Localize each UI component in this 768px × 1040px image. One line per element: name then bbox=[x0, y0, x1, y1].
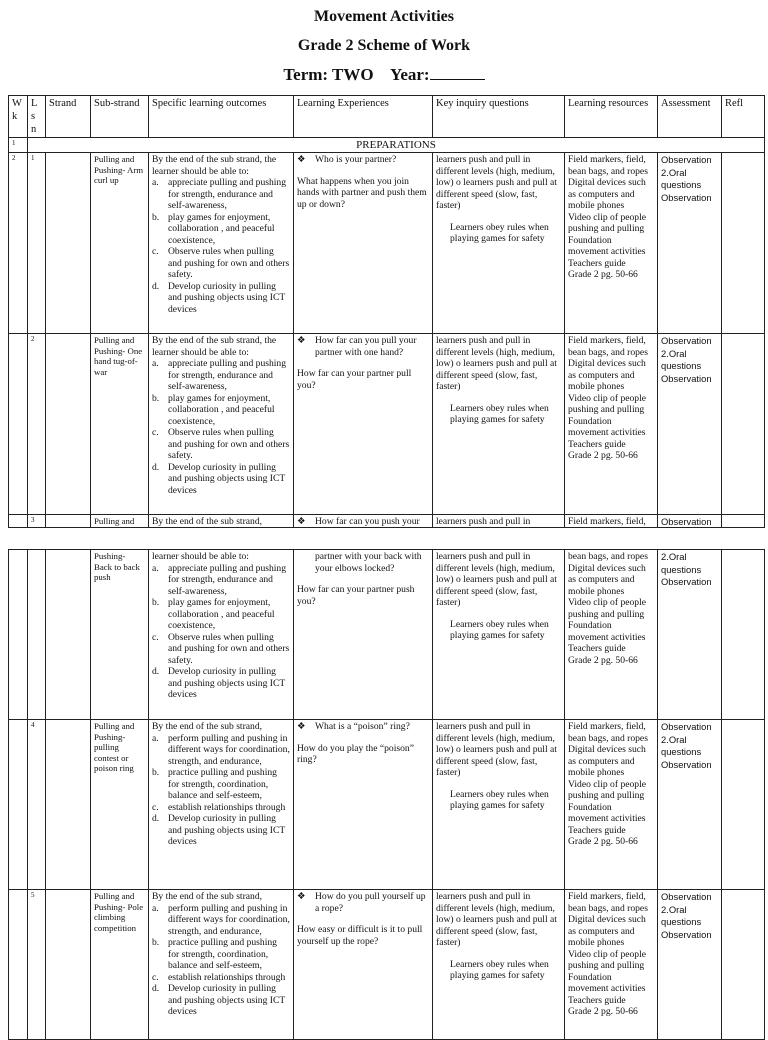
list-item: b. play games for enjoyment, collaboration , and peaceful coexistence, bbox=[152, 392, 275, 427]
week-cell bbox=[9, 720, 28, 890]
inquiry-questions-cell bbox=[294, 334, 433, 515]
assessment-cell: Observation bbox=[658, 515, 722, 528]
list-item: c. establish relationships through bbox=[152, 801, 286, 813]
preparations-row bbox=[9, 138, 765, 153]
list-item: d. Develop curiosity in pulling and pushing objects using ICT devices bbox=[152, 813, 286, 847]
experience-1: learners push and pull in different levels (high, medium, low) o learners push and pull at different speed (slow, fast, faster) bbox=[436, 551, 557, 608]
inquiry-questions-cell bbox=[294, 153, 433, 334]
diamond-bullet-icon: ❖ bbox=[297, 721, 306, 732]
inquiry-questions-cell bbox=[294, 890, 433, 1040]
list-item: a. perform pulling and pushing in different ways for coordination, strength, and endurance, bbox=[152, 902, 290, 937]
lesson-cell bbox=[28, 550, 46, 720]
table-row bbox=[9, 720, 765, 890]
resources-cell: Field markers, field, bean bags, and ropes Digital devices such as computers and mobile phones Video clip of people pushing and pulling Foundation movement activities Teachers guide Grade 2 pg. 50-66 bbox=[565, 153, 658, 334]
question-2: How easy or difficult is it to pull yourself up the rope? bbox=[297, 924, 423, 947]
document-subtitle: Grade 2 Scheme of Work bbox=[297, 37, 471, 54]
assessment-cell: 2.Oral questions Observation bbox=[658, 550, 722, 720]
list-item: b. play games for enjoyment, collaboration , and peaceful coexistence, bbox=[152, 597, 275, 631]
question-2: How do you play the “poison” ring? bbox=[297, 742, 414, 765]
substrand-cell: Pulling and Pushing- Pole climbing competition bbox=[91, 890, 149, 1040]
experience-2: Learners obey rules when playing games for safety bbox=[450, 788, 549, 811]
col-header-resources: Learning resources bbox=[565, 96, 658, 138]
question-1: What is a “poison” ring? bbox=[315, 721, 410, 732]
question-1: How do you pull yourself up a rope? bbox=[315, 891, 426, 914]
col-header-outcomes: Specific learning outcomes bbox=[149, 96, 294, 138]
outcomes-cell: By the end of the sub strand, bbox=[149, 515, 294, 528]
list-item: a. perform pulling and pushing in different ways for coordination, strength, and endurance, bbox=[152, 732, 290, 767]
experiences-cell bbox=[433, 153, 565, 334]
question-1: How far can you pull your partner with one hand? bbox=[315, 335, 417, 358]
col-header-inquiry: Key inquiry questions bbox=[433, 96, 565, 138]
resources-cell: Field markers, field, bean bags, and ropes Digital devices such as computers and mobile phones Video clip of people pushing and pulling Foundation movement activities Teachers guide Grade 2 pg. 50-66 bbox=[565, 720, 658, 890]
year-blank-line bbox=[430, 78, 485, 80]
substrand-cell: Pulling and Pushing- Arm curl up bbox=[91, 153, 149, 334]
year-label: Year: bbox=[389, 65, 430, 84]
list-item: b. practice pulling and pushing for strength, coordination, balance and self-esteem, bbox=[152, 767, 277, 801]
list-item: b. practice pulling and pushing for strength, coordination, balance and self-esteem, bbox=[152, 937, 277, 971]
outcomes-cell bbox=[149, 153, 294, 334]
diamond-bullet-icon: ❖ bbox=[297, 516, 306, 526]
outcomes-cell bbox=[149, 720, 294, 890]
document-title: Movement Activities bbox=[314, 8, 454, 25]
term-year-line bbox=[0, 65, 768, 85]
header-row bbox=[9, 96, 765, 138]
preparations-label: PREPARATIONS bbox=[28, 138, 765, 153]
col-header-week: W k bbox=[9, 96, 28, 138]
strand-cell bbox=[46, 153, 91, 334]
outcome-intro: By the end of the sub strand, bbox=[152, 721, 263, 732]
experience-2: Learners obey rules when playing games for safety bbox=[450, 221, 549, 244]
list-item: d. Develop curiosity in pulling and pushing objects using ICT devices bbox=[152, 280, 286, 315]
list-item: c. Observe rules when pulling and pushing for own and others safety. bbox=[152, 631, 290, 666]
question-2: What happens when you join hands with partner and push them up or down? bbox=[297, 175, 427, 210]
list-item: a. appreciate pulling and pushing for strength, endurance and self-awareness, bbox=[152, 562, 287, 597]
col-header-assessment: Assessment bbox=[658, 96, 722, 138]
week-cell bbox=[9, 515, 28, 528]
experience-2: Learners obey rules when playing games for safety bbox=[450, 402, 549, 425]
strand-cell bbox=[46, 720, 91, 890]
question-2: How far can your partner push you? bbox=[297, 584, 415, 607]
substrand-cell: Pushing- Back to back push bbox=[91, 550, 149, 720]
inquiry-questions-cell bbox=[294, 550, 433, 720]
reflection-cell bbox=[722, 334, 765, 515]
reflection-cell bbox=[722, 890, 765, 1040]
week-cell: 2 bbox=[9, 153, 28, 334]
experience-1: learners push and pull in different levels (high, medium, low) o learners push and pull at different speed (slow, fast, faster) bbox=[436, 891, 557, 948]
diamond-bullet-icon: ❖ bbox=[297, 891, 306, 902]
table-row bbox=[9, 153, 765, 334]
strand-cell bbox=[46, 550, 91, 720]
list-item: c. Observe rules when pulling and pushing for own and others safety. bbox=[152, 246, 290, 280]
experience-1: learners push and pull in different levels (high, medium, low) o learners push and pull at different speed (slow, fast, faster) bbox=[436, 335, 557, 392]
experiences-cell bbox=[433, 334, 565, 515]
outcome-intro: By the end of the sub strand, bbox=[152, 891, 263, 902]
strand-cell bbox=[46, 515, 91, 528]
col-header-strand: Strand bbox=[46, 96, 91, 138]
substrand-cell: Pulling and Pushing- One hand tug-of-war bbox=[91, 334, 149, 515]
term-label: Term: TWO bbox=[283, 65, 374, 84]
lesson-cell: 1 bbox=[28, 153, 46, 334]
outcome-list bbox=[152, 563, 290, 701]
experiences-cell bbox=[433, 720, 565, 890]
table-row bbox=[9, 334, 765, 515]
assessment-cell: Observation 2.Oral questions Observation bbox=[658, 153, 722, 334]
diamond-bullet-icon: ❖ bbox=[297, 335, 306, 346]
list-item: d. Develop curiosity in pulling and pushing objects using ICT devices bbox=[152, 983, 286, 1017]
inquiry-questions-cell: ❖ How far can you push your bbox=[294, 515, 433, 528]
reflection-cell bbox=[722, 153, 765, 334]
outcome-list bbox=[152, 358, 290, 496]
lesson-cell: 3 bbox=[28, 515, 46, 528]
list-item: d. Develop curiosity in pulling and pushing objects using ICT devices bbox=[152, 461, 286, 496]
reflection-cell bbox=[722, 720, 765, 890]
assessment-cell: Observation 2.Oral questions Observation bbox=[658, 334, 722, 515]
inquiry-questions-cell bbox=[294, 720, 433, 890]
table-row bbox=[9, 550, 765, 720]
lesson-cell: 2 bbox=[28, 334, 46, 515]
outcomes-cell bbox=[149, 550, 294, 720]
scheme-table-part-1 bbox=[8, 95, 765, 528]
list-item: c. establish relationships through bbox=[152, 971, 286, 983]
substrand-cell: Pulling and Pushing- pulling contest or poison ring bbox=[91, 720, 149, 890]
list-item: d. Develop curiosity in pulling and pushing objects using ICT devices bbox=[152, 666, 286, 700]
experience-1: learners push and pull in different levels (high, medium, low) o learners push and pull at different speed (slow, fast, faster) bbox=[436, 154, 557, 211]
scheme-table-part-2 bbox=[8, 549, 765, 1040]
assessment-cell: Observation 2.Oral questions Observation bbox=[658, 720, 722, 890]
lesson-cell: 5 bbox=[28, 890, 46, 1040]
substrand-cell: Pulling and bbox=[91, 515, 149, 528]
week-cell bbox=[9, 334, 28, 515]
table-row bbox=[9, 515, 765, 528]
outcome-intro: By the end of the sub strand, the learner should be able to: bbox=[152, 335, 277, 358]
experience-2: Learners obey rules when playing games for safety bbox=[450, 958, 549, 981]
question-1: Who is your partner? bbox=[315, 154, 397, 165]
outcome-list bbox=[152, 177, 290, 315]
week-cell bbox=[9, 890, 28, 1040]
strand-cell bbox=[46, 890, 91, 1040]
reflection-cell bbox=[722, 550, 765, 720]
outcome-list bbox=[152, 903, 290, 1018]
col-header-reflection: Refl bbox=[722, 96, 765, 138]
outcomes-cell bbox=[149, 890, 294, 1040]
outcome-intro: By the end of the sub strand, the learner should be able to: bbox=[152, 154, 277, 177]
resources-cell: Field markers, field, bean bags, and ropes Digital devices such as computers and mobile phones Video clip of people pushing and pulling Foundation movement activities Teachers guide Grade 2 pg. 50-66 bbox=[565, 890, 658, 1040]
resources-cell: bean bags, and ropes Digital devices such as computers and mobile phones Video clip of people pushing and pulling Foundation movement activities Teachers guide Grade 2 pg. 50-66 bbox=[565, 550, 658, 720]
list-item: a. appreciate pulling and pushing for strength, endurance and self-awareness, bbox=[152, 177, 287, 211]
col-header-experiences: Learning Experiences bbox=[294, 96, 433, 138]
col-header-substrand: Sub-strand bbox=[91, 96, 149, 138]
outcome-intro: learner should be able to: bbox=[152, 551, 249, 562]
list-item: a. appreciate pulling and pushing for strength, endurance and self-awareness, bbox=[152, 358, 287, 392]
experience-2: Learners obey rules when playing games for safety bbox=[450, 618, 549, 641]
week-cell bbox=[9, 550, 28, 720]
col-header-lesson: L s n bbox=[28, 96, 46, 138]
experience-1: learners push and pull in different levels (high, medium, low) o learners push and pull at different speed (slow, fast, faster) bbox=[436, 721, 557, 778]
experiences-cell bbox=[433, 550, 565, 720]
outcomes-cell bbox=[149, 334, 294, 515]
strand-cell bbox=[46, 334, 91, 515]
question-1-continued: partner with your back with your elbows locked? bbox=[315, 551, 422, 574]
experiences-cell: learners push and pull in bbox=[433, 515, 565, 528]
outcome-list bbox=[152, 733, 290, 848]
lesson-cell: 4 bbox=[28, 720, 46, 890]
question-2: How far can your partner pull you? bbox=[297, 368, 412, 391]
diamond-bullet-icon: ❖ bbox=[297, 154, 306, 165]
table-row bbox=[9, 890, 765, 1040]
assessment-cell: Observation 2.Oral questions Observation bbox=[658, 890, 722, 1040]
experiences-cell bbox=[433, 890, 565, 1040]
reflection-cell bbox=[722, 515, 765, 528]
list-item: c. Observe rules when pulling and pushing for own and others safety. bbox=[152, 427, 290, 461]
resources-cell: Field markers, field, bbox=[565, 515, 658, 528]
list-item: b. play games for enjoyment, collaboration , and peaceful coexistence, bbox=[152, 211, 275, 246]
week-cell: 1 bbox=[9, 138, 28, 153]
resources-cell: Field markers, field, bean bags, and ropes Digital devices such as computers and mobile phones Video clip of people pushing and pulling Foundation movement activities Teachers guide Grade 2 pg. 50-66 bbox=[565, 334, 658, 515]
